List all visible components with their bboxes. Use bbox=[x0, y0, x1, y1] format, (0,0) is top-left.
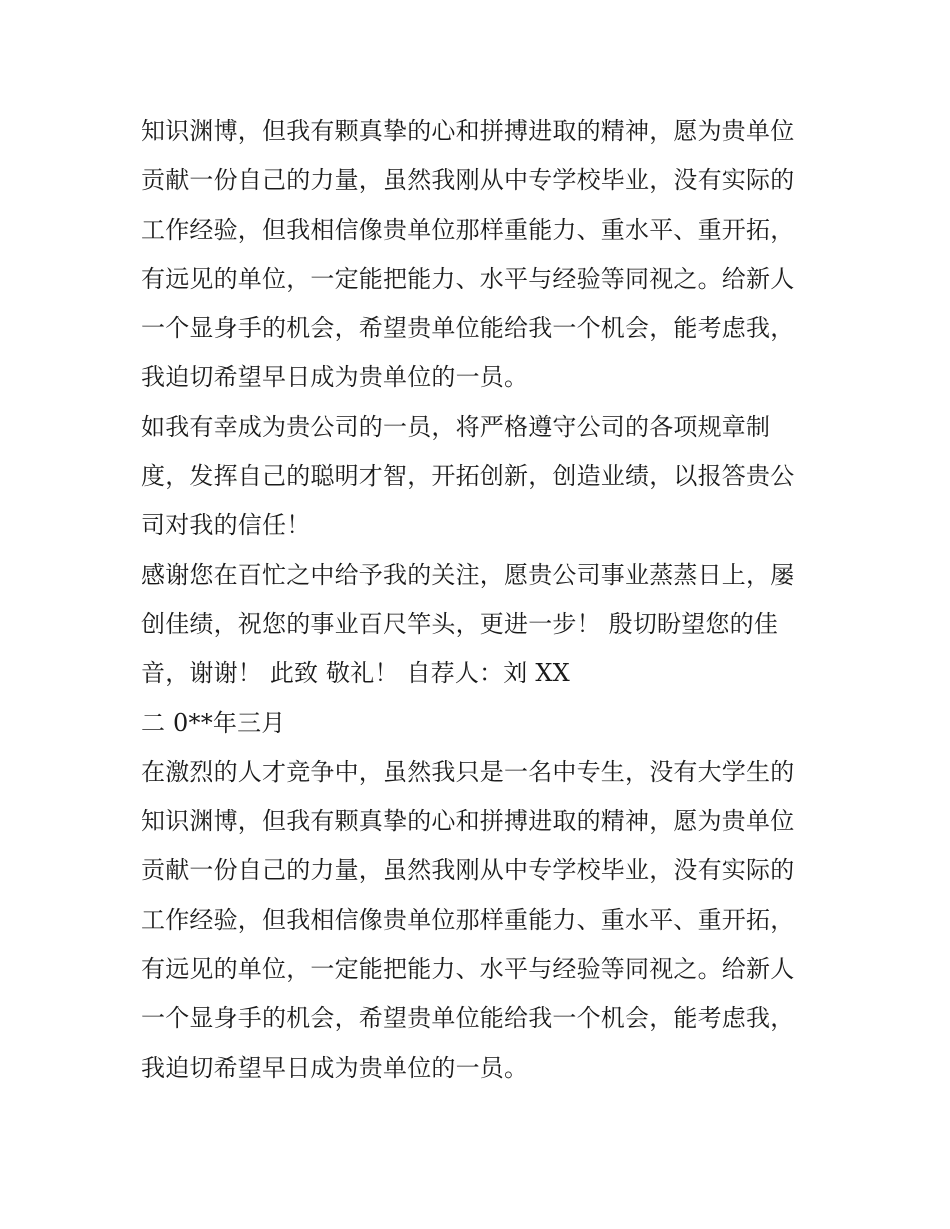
text-line: 贡献一份自己的力量，虽然我刚从中专学校毕业，没有实际的 bbox=[141, 166, 795, 195]
text-line: 我迫切希望早日成为贵单位的一员。 bbox=[141, 1053, 529, 1082]
text-line: 知识渊博，但我有颗真挚的心和拼搏进取的精神，愿为贵单位 bbox=[141, 117, 795, 145]
text-line: 如我有幸成为贵公司的一员，将严格遵守公司的各项规章制 bbox=[141, 412, 771, 441]
text-line: 有远见的单位，一定能把能力、水平与经验等同视之。给新人 bbox=[141, 955, 795, 984]
text-line: 司对我的信任！ bbox=[141, 511, 311, 540]
text-line: 创佳绩，祝您的事业百尺竿头，更进一步！ 殷切盼望您的佳 bbox=[141, 609, 779, 638]
text-line: 在激烈的人才竞争中，虽然我只是一名中专生，没有大学生的 bbox=[141, 757, 795, 786]
text-line: 有远见的单位，一定能把能力、水平与经验等同视之。给新人 bbox=[141, 264, 795, 293]
text-line: 感谢您在百忙之中给予我的关注，愿贵公司事业蒸蒸日上，屡 bbox=[141, 560, 795, 589]
document-body bbox=[141, 112, 821, 1098]
text-line: 工作经验，但我相信像贵单位那样重能力、重水平、重开拓， bbox=[141, 905, 795, 934]
text-line: 我迫切希望早日成为贵单位的一员。 bbox=[141, 363, 529, 392]
text-line: 度，发挥自己的聪明才智，开拓创新，创造业绩，以报答贵公 bbox=[141, 462, 795, 491]
text-line: 贡献一份自己的力量，虽然我刚从中专学校毕业，没有实际的 bbox=[141, 856, 795, 885]
text-line: 一个显身手的机会，希望贵单位能给我一个机会，能考虑我， bbox=[141, 314, 795, 343]
signature-line: 音，谢谢！ 此致 敬礼！ 自荐人：刘 XX bbox=[141, 659, 570, 688]
text-line: 一个显身手的机会，希望贵单位能给我一个机会，能考虑我， bbox=[141, 1004, 795, 1033]
text-line: 知识渊博，但我有颗真挚的心和拼搏进取的精神，愿为贵单位 bbox=[141, 807, 795, 836]
text-line: 工作经验，但我相信像贵单位那样重能力、重水平、重开拓， bbox=[141, 215, 795, 244]
date-line: 二 0**年三月 bbox=[141, 708, 286, 737]
